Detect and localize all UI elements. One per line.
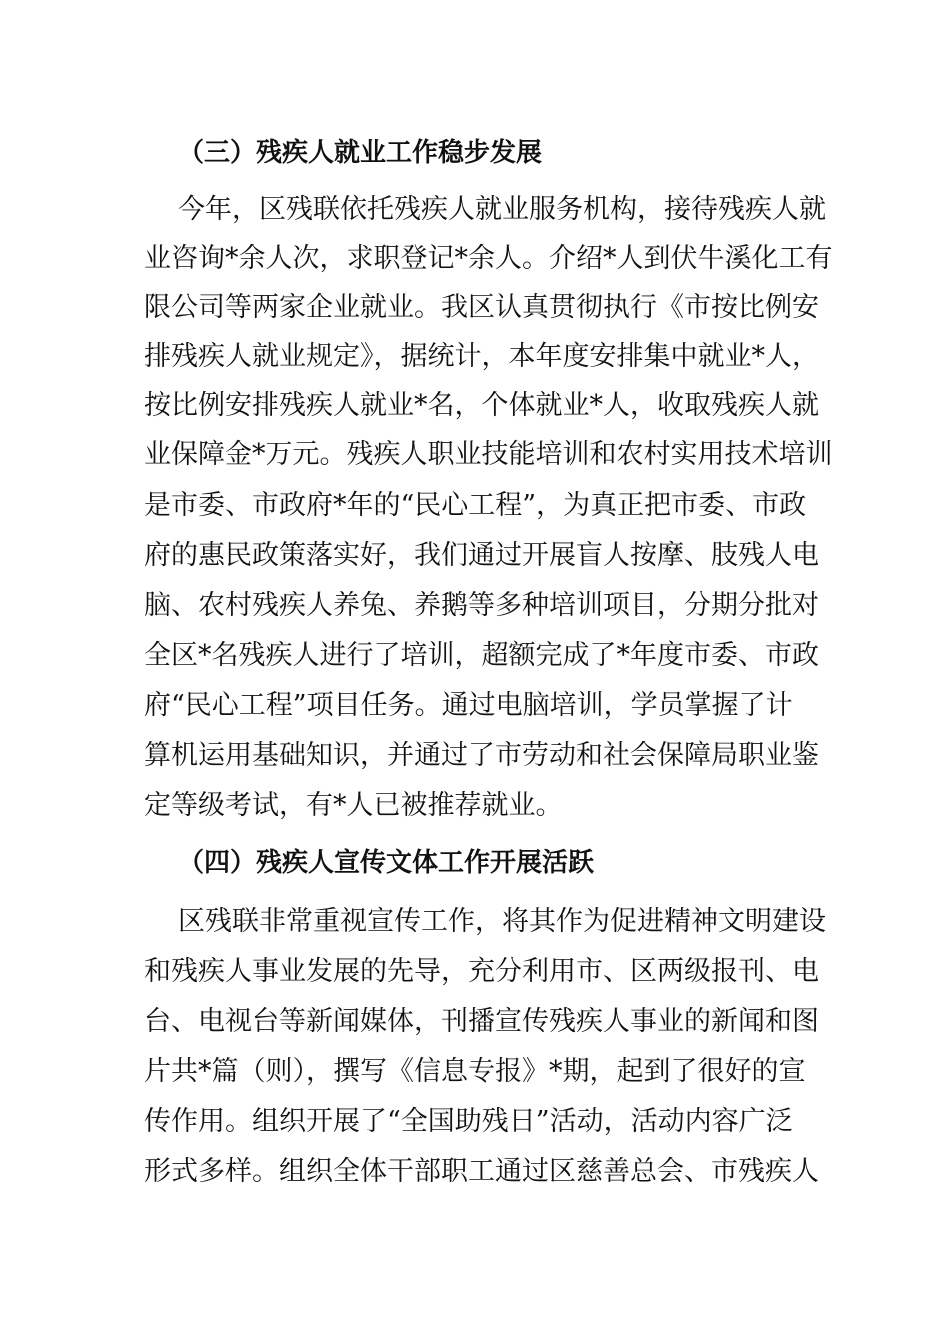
section-4-line-1: 区残联非常重视宣传工作，将其作为促进精神文明建设 (178, 906, 826, 937)
section-4-heading: （四）残疾人宣传文体工作开展活跃 (178, 848, 595, 878)
section-4-line-3: 台、电视台等新闻媒体，刊播宣传残疾人事业的新闻和图 (144, 1006, 819, 1037)
section-3-line-1: 今年，区残联依托残疾人就业服务机构，接待残疾人就 (178, 194, 826, 225)
section-3-line-9: 脑、农村残疾人养兔、养鹅等多种培训项目，分期分批对 (144, 590, 819, 621)
section-3-line-6: 业保障金*万元。残疾人职业技能培训和农村实用技术培训 (144, 439, 833, 470)
section-3-line-8: 府的惠民政策落实好，我们通过开展盲人按摩、肢残人电 (144, 540, 819, 571)
section-3-line-4: 排残疾人就业规定》，据统计，本年度安排集中就业*人， (144, 341, 819, 372)
section-3-line-13: 定等级考试，有*人已被推荐就业。 (144, 790, 563, 821)
section-3-line-2: 业咨询*余人次，求职登记*余人。介绍*人到伏牛溪化工有 (144, 243, 833, 274)
section-4-line-5: 传作用。组织开展了“全国助残日”活动，活动内容广泛 (144, 1106, 793, 1137)
section-4-line-2: 和残疾人事业发展的先导，充分利用市、区两级报刊、电 (144, 956, 819, 987)
section-4-line-4: 片共*篇（则），撰写《信息专报》*期，起到了很好的宣 (144, 1056, 806, 1087)
section-3-line-10: 全区*名残疾人进行了培训，超额完成了*年度市委、市政 (144, 640, 819, 671)
section-3-line-7: 是市委、市政府*年的“民心工程”，为真正把市委、市政 (144, 490, 807, 521)
section-3-line-11: 府“民心工程”项目任务。通过电脑培训，学员掌握了计 (144, 690, 793, 721)
section-3-line-3: 限公司等两家企业就业。我区认真贯彻执行《市按比例安 (144, 292, 819, 323)
section-3-line-5: 按比例安排残疾人就业*名，个体就业*人，收取残疾人就 (144, 390, 819, 421)
section-4-line-6: 形式多样。组织全体干部职工通过区慈善总会、市残疾人 (144, 1156, 819, 1187)
section-3-heading: （三）残疾人就业工作稳步发展 (178, 138, 543, 168)
section-3-line-12: 算机运用基础知识，并通过了市劳动和社会保障局职业鉴 (144, 740, 819, 771)
